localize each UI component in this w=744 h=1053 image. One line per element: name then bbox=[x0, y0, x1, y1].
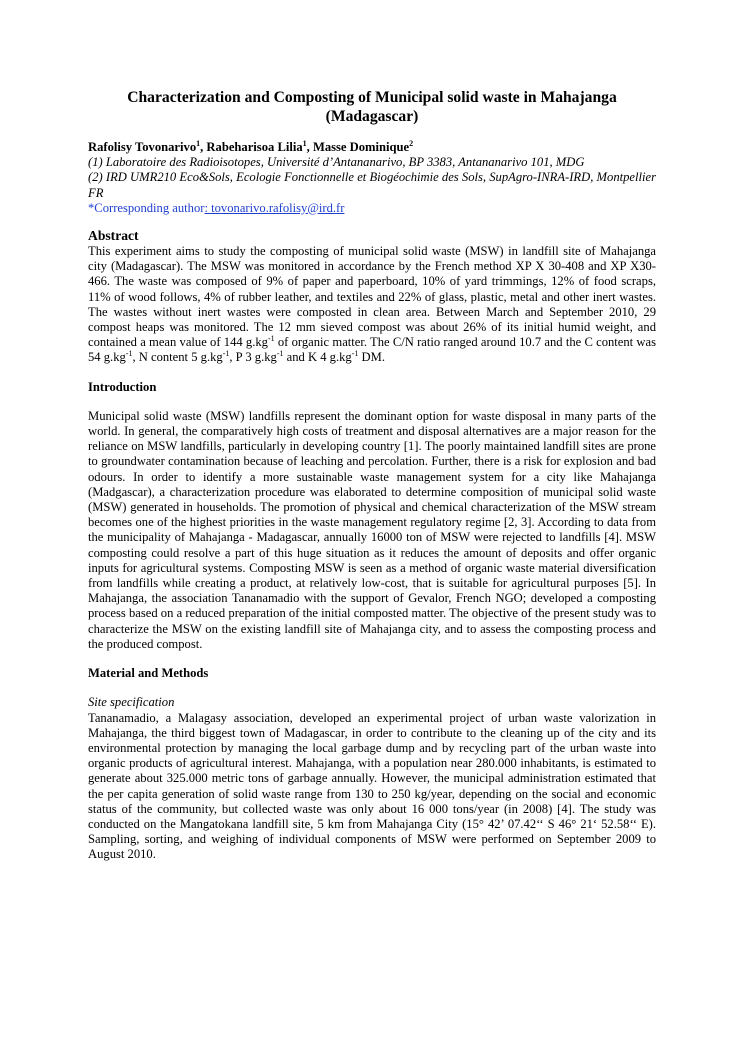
abstract-segment: and K 4 g.kg bbox=[283, 350, 352, 365]
corresponding-author-email-link[interactable]: : tovonarivo.rafolisy@ird.fr bbox=[204, 200, 345, 215]
methods-heading: Material and Methods bbox=[88, 666, 209, 681]
superscript: -1 bbox=[276, 349, 284, 359]
author-affiliation-mark: 1 bbox=[196, 138, 201, 148]
introduction-heading: Introduction bbox=[88, 379, 157, 394]
abstract-heading: Abstract bbox=[88, 228, 139, 244]
abstract-segment: , P 3 g.kg bbox=[229, 350, 277, 365]
author-separator: , bbox=[306, 140, 313, 154]
site-specification-text: Tananamadio, a Malagasy association, developed an experimental project of urban waste valorization in Mahajanga, the third biggest town of Madagascar, in order to contribute to the cleaning up of the city and its environmental protection by managing the local garbage dump and by recycling part of the urban waste into organic products of agricultural interest. Mahajanga, with a population near 280.000 inhabitants, is estimated to generate about 325.000 metric tons of garbage annually. However, the municipal administration estimated that the per capita generation of solid waste range from 130 to 250 kg/year, depending on the social and economic status of the community, but collected waste was only about 16 000 tons/year (in 2008) [4]. The study was conducted on the Mangatokana landfill site, 5 km from Mahajanga City (15° 42’ 07.42‘‘ S 46° 21‘ 52.58‘‘ E). Sampling, sorting, and weighing of individual components of MSW were performed on September 2009 to August 2010. bbox=[88, 710, 656, 862]
paper-title: Characterization and Composting of Municipal solid waste in Mahajanga (Madagascar) bbox=[127, 89, 617, 125]
author-name: Masse Dominique bbox=[312, 140, 410, 154]
author-affiliation-mark: 2 bbox=[409, 138, 414, 148]
superscript: -1 bbox=[351, 349, 359, 359]
affiliation-1: (1) Laboratoire des Radioisotopes, Université d’Antananarivo, BP 3383, Antananarivo 101, MDG bbox=[88, 155, 585, 170]
superscript: -1 bbox=[267, 334, 275, 344]
author-name: Rafolisy Tovonarivo bbox=[88, 140, 197, 154]
abstract-segment: This experiment aims to study the composting of municipal solid waste (MSW) in landfill site of Mahajanga city (Madagascar). The MSW was monitored in accordance by the French method XP X 30-408 and XP X30-466. The waste was composed of 9% of paper and paperboard, 10% of yard trimmings, 12% of food scraps, 11% of wood follows, 4% of rubber leather, and textiles and 22% of glass, plastic, metal and other inert wastes. The wastes without inert wastes were composted in clean area. Between March and September 2010, 29 compost heaps was monitored. The 12 mm sieved compost was about 26% of its initial humid weight, and contained a mean value of 144 g.kg bbox=[88, 244, 656, 350]
superscript: -1 bbox=[125, 349, 133, 359]
author-name: Rabeharisoa Lilia bbox=[206, 140, 303, 154]
abstract-segment: , N content 5 g.kg bbox=[132, 350, 223, 365]
abstract-segment: DM. bbox=[358, 350, 385, 365]
corresponding-author bbox=[88, 201, 656, 216]
introduction-text: Municipal solid waste (MSW) landfills represent the dominant option for waste disposal in many parts of the world. In general, the comparatively high costs of treatment and disposal alternatives are a major reason for the reliance on MSW landfills, particularly in developing country [1]. The poorly maintained landfill sites are prone to groundwater contamination because of leaching and percolation. Further, there is a risk for explosion and bad odours. In order to identify a more sustainable waste management system for a city like Mahajanga (Madgascar), a characterization procedure was elaborated to determine composition of municipal solid waste (MSW) generated in households. The promotion of physical and chemical characterization of the MSW stream becomes one of the highest priorities in the waste management regulatory regime [2, 3]. According to data from the municipality of Mahajanga - Madagascar, annually 16000 ton of MSW were rejected to landfills [4]. MSW composting could resolve a part of this huge situation as it reduces the amount of deposits and offer organic inputs for agricultural systems. Composting MSW is seen as a method of organic waste material diversification from landfills while creating a product, at relatively low-cost, that is suitable for agricultural purposes [5]. In Mahajanga, the association Tananamadio with the support of Gevalor, French NGO; developed a composting process based on a reduced preparation of the initial composted matter. The objective of the present study was to characterize the MSW on the existing landfill site of Mahajanga city, and to assess the composting process and the produced compost. bbox=[88, 408, 656, 651]
abstract-segment: of organic matter. The C/N ratio ranged around 10.7 and the C content was 54 g.kg bbox=[88, 335, 656, 365]
author-separator: , bbox=[200, 140, 207, 154]
author-list bbox=[88, 140, 656, 155]
superscript: -1 bbox=[222, 349, 230, 359]
author-affiliation-mark: 1 bbox=[302, 138, 307, 148]
paper-page bbox=[88, 88, 656, 863]
abstract-text bbox=[88, 244, 656, 366]
site-specification-subheading: Site specification bbox=[88, 695, 175, 710]
corresponding-author-label: *Corresponding author bbox=[88, 200, 205, 215]
affiliation-2: (2) IRD UMR210 Eco&Sols, Ecologie Fonctionnelle et Biogéochimie des Sols, SupAgro-INRA-IRD, Montpellier FR bbox=[88, 170, 656, 200]
